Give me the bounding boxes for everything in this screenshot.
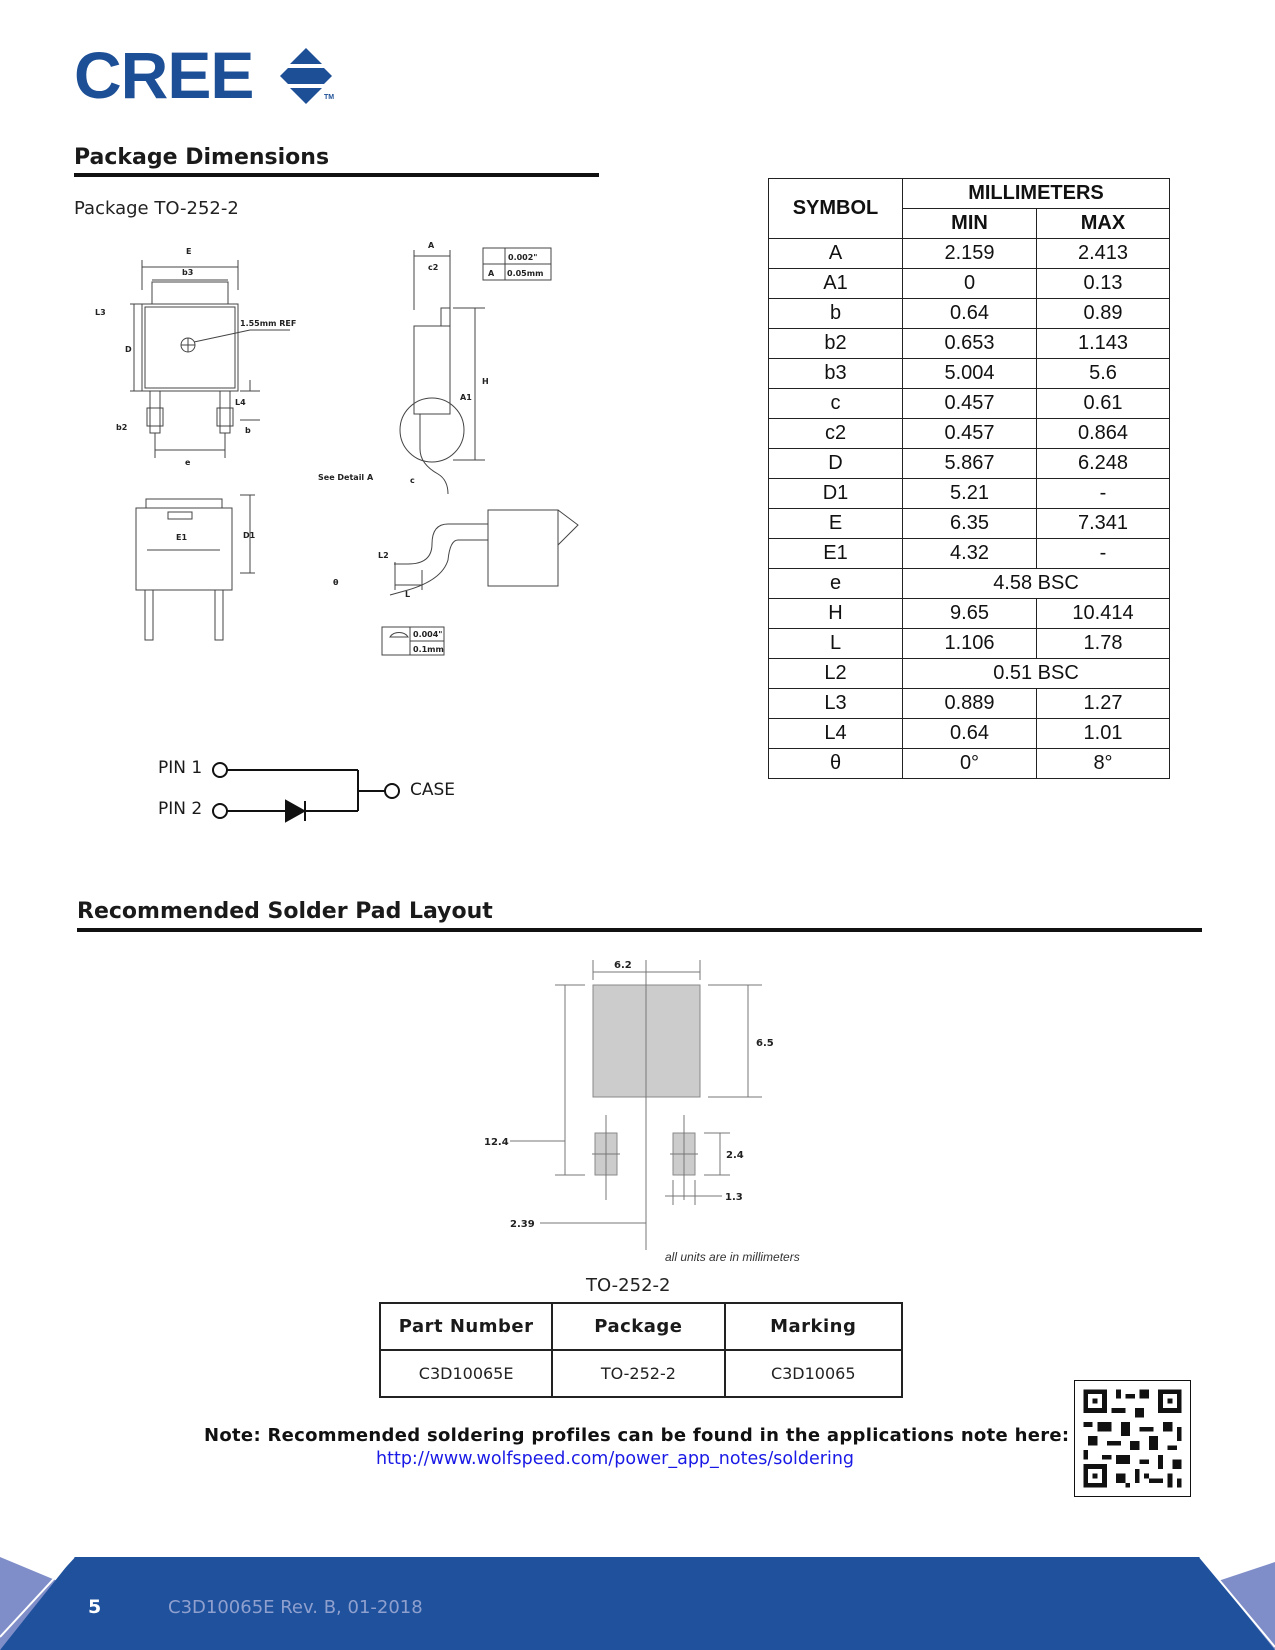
dim-2.39: 2.39 (510, 1219, 535, 1230)
label-theta: θ (333, 578, 339, 587)
detail-a-drawing (382, 510, 578, 655)
label-b: b (245, 426, 251, 435)
table-row: A1 0 0.13 (769, 269, 1170, 299)
label-A1: A1 (460, 393, 472, 402)
logo-text: CREE (74, 38, 254, 112)
dim-6.2: 6.2 (614, 960, 632, 971)
table-row: L2 0.51 BSC (769, 659, 1170, 689)
table-row: e 4.58 BSC (769, 569, 1170, 599)
qr-code[interactable] (1074, 1380, 1191, 1497)
solder-pad-drawing (480, 955, 820, 1265)
section-title-solder-pad: Recommended Solder Pad Layout (77, 899, 493, 924)
table-row: E 6.35 7.341 (769, 509, 1170, 539)
label-b2: b2 (116, 423, 128, 432)
side-view-drawing (400, 248, 551, 494)
header-symbol: SYMBOL (769, 179, 903, 239)
cree-logo (74, 38, 344, 112)
parts-table (379, 1302, 903, 1398)
label-1.55mm-ref: 1.55mm REF (240, 319, 297, 328)
table-row: c2 0.457 0.864 (769, 419, 1170, 449)
label-L4: L4 (235, 398, 246, 407)
header-millimeters: MILLIMETERS (903, 179, 1170, 209)
label-A: A (428, 241, 435, 250)
solder-pad-caption: TO-252-2 (586, 1275, 671, 1296)
header-max: MAX (1037, 209, 1170, 239)
dim-6.5: 6.5 (756, 1038, 774, 1049)
label-c2: c2 (428, 263, 439, 272)
table-row: b 0.64 0.89 (769, 299, 1170, 329)
tol-datum: A (488, 269, 495, 278)
table-row: D 5.867 6.248 (769, 449, 1170, 479)
pin-diagram (150, 755, 470, 830)
label-b3: b3 (182, 268, 194, 277)
label-e: e (185, 458, 191, 467)
package-drawing (90, 240, 590, 670)
header-marking: Marking (725, 1303, 903, 1350)
label-E: E (186, 247, 192, 256)
label-L2: L2 (378, 551, 389, 560)
case-label: CASE (410, 780, 456, 800)
label-E1: E1 (176, 533, 188, 542)
table-row: C3D10065E TO-252-2 C3D10065 (380, 1350, 902, 1397)
pin2-label: PIN 2 (158, 799, 203, 819)
package-subtitle: Package TO-252-2 (74, 198, 239, 219)
table-row: D1 5.21 - (769, 479, 1170, 509)
label-D: D (125, 345, 132, 354)
table-row: c 0.457 0.61 (769, 389, 1170, 419)
label-see-detail-a: See Detail A (318, 473, 374, 482)
soldering-note: Note: Recommended soldering profiles can be found in the applications note here: (204, 1425, 1070, 1446)
table-row: H 9.65 10.414 (769, 599, 1170, 629)
bottom-view-drawing (136, 495, 255, 640)
table-row: L3 0.889 1.27 (769, 689, 1170, 719)
dim-12.4: 12.4 (484, 1137, 509, 1148)
dim-2.4: 2.4 (726, 1150, 744, 1161)
table-row: E1 4.32 - (769, 539, 1170, 569)
tol-profile-inch: 0.004" (413, 630, 443, 639)
header-min: MIN (903, 209, 1037, 239)
label-c: c (410, 476, 415, 485)
table-row: b3 5.004 5.6 (769, 359, 1170, 389)
section-rule (74, 173, 599, 177)
dim-1.3: 1.3 (725, 1192, 743, 1203)
diode-schematic-icon (150, 755, 470, 830)
header-package: Package (552, 1303, 724, 1350)
pin1-label: PIN 1 (158, 758, 203, 778)
label-D1: D1 (243, 531, 256, 540)
table-row: L4 0.64 1.01 (769, 719, 1170, 749)
table-row: L 1.106 1.78 (769, 629, 1170, 659)
revision-text: C3D10065E Rev. B, 01-2018 (168, 1597, 423, 1618)
top-view-drawing (130, 260, 290, 458)
table-row: A 2.159 2.413 (769, 239, 1170, 269)
table-row: b2 0.653 1.143 (769, 329, 1170, 359)
units-note: all units are in millimeters (665, 1250, 800, 1264)
dimension-table (768, 178, 1170, 779)
tol-profile-mm: 0.1mm (413, 645, 444, 654)
section-title-package-dimensions: Package Dimensions (74, 145, 330, 170)
soldering-app-note-link[interactable]: http://www.wolfspeed.com/power_app_notes/soldering (376, 1449, 855, 1469)
header-part-number: Part Number (380, 1303, 552, 1350)
label-H: H (482, 377, 489, 386)
section-rule (77, 928, 1202, 932)
label-L: L (405, 590, 411, 599)
table-row: θ 0° 8° (769, 749, 1170, 779)
label-L3: L3 (95, 308, 106, 317)
tol-flatness-inch: 0.002" (508, 253, 538, 262)
tol-flatness-mm: 0.05mm (507, 269, 544, 278)
page-number: 5 (88, 1596, 102, 1618)
trademark: TM (324, 94, 335, 101)
